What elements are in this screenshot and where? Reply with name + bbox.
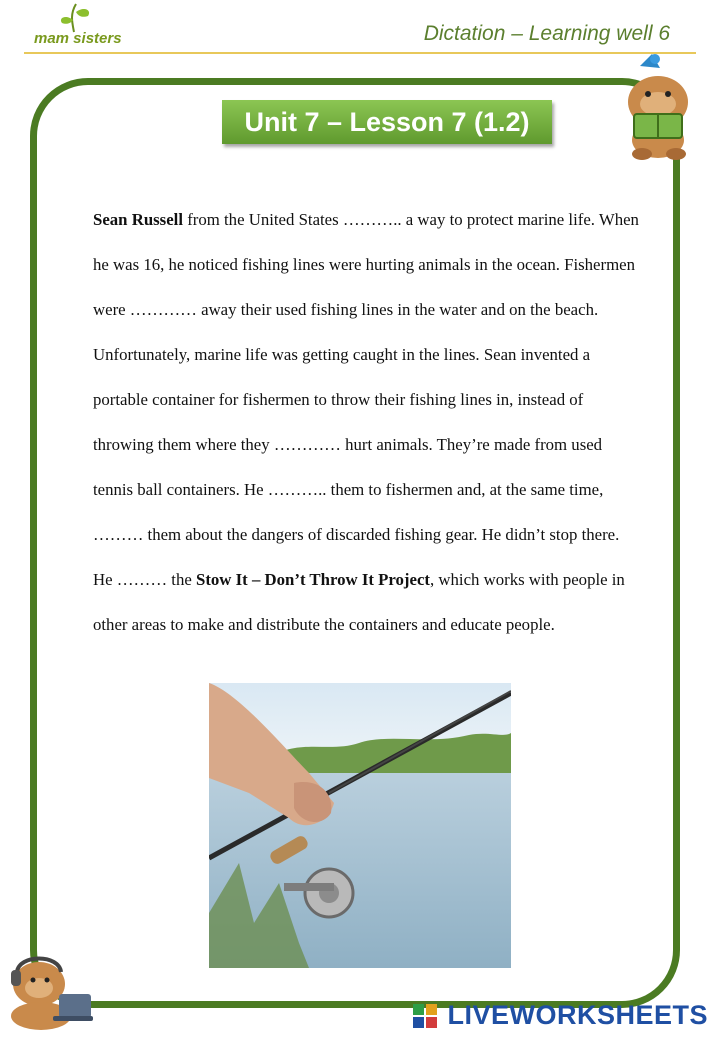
person-name: Sean Russell <box>93 210 183 229</box>
passage-text-2: , which works with people in other areas to make and distribute the containers and educate people. <box>93 570 625 634</box>
header-divider <box>24 52 696 54</box>
capybara-reading-icon <box>620 44 700 162</box>
logo-text: mam sisters <box>34 30 122 47</box>
passage-text-1: from the United States ……….. a way to protect marine life. When he was 16, he noticed fishing lines were hurting animals in the ocean. Fishermen were ………… away their used fishing lines in the water and on the beach. Unfortunately, marine life was getting caught in the lines. Sean invented a portable container for fishermen to throw their fishing lines in, instead of throwing them where they ………… hurt animals. They’re made from used tennis ball containers. He ……….. them to fishermen and, at the same time, ……… them about the dangers of discarded fishing gear. He didn’t stop there. He ……… the <box>93 210 639 589</box>
project-name: Stow It – Don’t Throw It Project <box>196 570 430 589</box>
lesson-title-banner: Unit 7 – Lesson 7 (1.2) <box>222 100 552 144</box>
worksheet-series-title: Dictation – Learning well 6 <box>423 22 670 45</box>
mam-sisters-logo <box>32 2 132 54</box>
liveworksheets-watermark: LIVEWORKSHEETS <box>447 1000 708 1030</box>
dictation-passage <box>93 197 641 647</box>
liveworksheets-logo-icon <box>413 1004 437 1028</box>
capybara-laptop-icon <box>5 950 97 1030</box>
fishing-rod-photo <box>209 683 511 968</box>
